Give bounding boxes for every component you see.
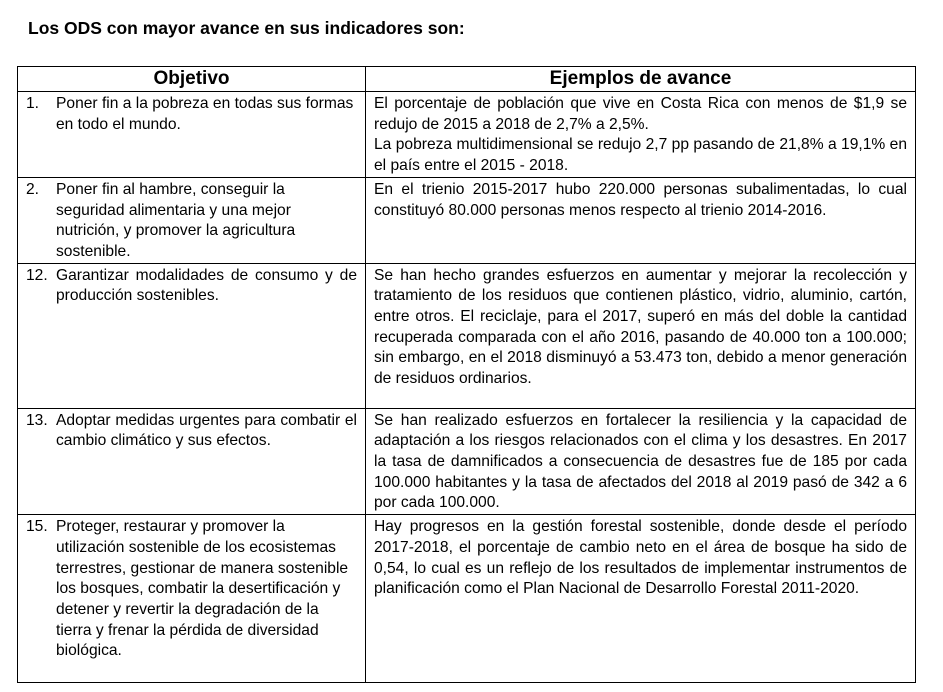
example-paragraph: Hay progresos en la gestión forestal sostenible, donde desde el período 2017-2018, el porcentaje de cambio neto en el área de bosque ha sido de 0,54, lo cual es un reflejo de los resultados de implementar instrumentos de planificación como el Plan Nacional de Desarrollo Forestal 2011-2020.	[374, 518, 907, 598]
objective-number: 13.	[26, 411, 48, 429]
objective-cell	[18, 92, 366, 178]
example-paragraph: Se han realizado esfuerzos en fortalecer la resiliencia y la capacidad de adaptación a los riesgos relacionados con el clima y los desastres. En 2017 la tasa de damnificados a consecuencia de desastres fue de 185 por cada 100.000 habitantes y la tasa de afectados del 2018 al 2019 pasó de 342 a 6 por cada 100.000.	[374, 411, 907, 512]
examples-cell	[366, 515, 916, 683]
table-row	[18, 177, 916, 263]
objective-number: 1.	[26, 95, 40, 112]
objective-cell	[18, 263, 366, 408]
objective-text: Adoptar medidas urgentes para combatir el cambio climático y sus efectos.	[56, 411, 357, 450]
objective-number: 15.	[26, 518, 48, 536]
objective-text: Garantizar modalidades de consumo y de producción sostenibles.	[56, 266, 357, 305]
table-row	[18, 408, 916, 515]
examples-cell	[366, 263, 916, 408]
objective-text: Proteger, restaurar y promover la utilización sostenible de los ecosistemas terrestres, gestionar de manera sostenible los bosques, combatir la desertificación y detener y revertir la degradación de la tierra y frenar la pérdida de diversidad biológica.	[56, 518, 349, 660]
objective-number: 12.	[26, 266, 48, 284]
objective-cell	[18, 177, 366, 263]
examples-cell	[366, 92, 916, 178]
header-objective: Objetivo	[18, 67, 366, 92]
document-title: Los ODS con mayor avance en sus indicadores son:	[28, 18, 465, 38]
table-row	[18, 515, 916, 683]
example-paragraph: Se han hecho grandes esfuerzos en aumentar y mejorar la recolección y tratamiento de los residuos que contienen plástico, vidrio, aluminio, cartón, entre otros. El reciclaje, para el 2017, superó en más del doble la cantidad recuperada comparada con el año 2016, pasando de 40.000 ton a 100.000; sin embargo, en el 2018 disminuyó a 53.473 ton, debido a menor generación de residuos ordinarios.	[374, 266, 907, 388]
sdg-progress-table	[17, 66, 916, 683]
example-paragraph: La pobreza multidimensional se redujo 2,7 pp pasando de 21,8% a 19,1% en el país entre el 2015 - 2018.	[374, 136, 907, 175]
table-row	[18, 92, 916, 178]
examples-cell	[366, 408, 916, 515]
header-examples: Ejemplos de avance	[366, 67, 916, 92]
objective-cell	[18, 408, 366, 515]
table-row	[18, 263, 916, 408]
objective-number: 2.	[26, 180, 40, 198]
objective-text: Poner fin al hambre, conseguir la seguridad alimentaria y una mejor nutrición, y promover la agricultura sostenible.	[56, 180, 296, 260]
objective-cell	[18, 515, 366, 683]
objective-text: Poner fin a la pobreza en todas sus formas en todo el mundo.	[56, 95, 354, 133]
example-paragraph: El porcentaje de población que vive en Costa Rica con menos de $1,9 se redujo de 2015 a 2018 de 2,7% a 2,5%.	[374, 95, 907, 133]
table-header-row	[18, 67, 916, 92]
example-paragraph: En el trienio 2015-2017 hubo 220.000 personas subalimentadas, lo cual constituyó 80.000 personas menos respecto al trienio 2014-2016.	[374, 180, 907, 219]
examples-cell	[366, 177, 916, 263]
